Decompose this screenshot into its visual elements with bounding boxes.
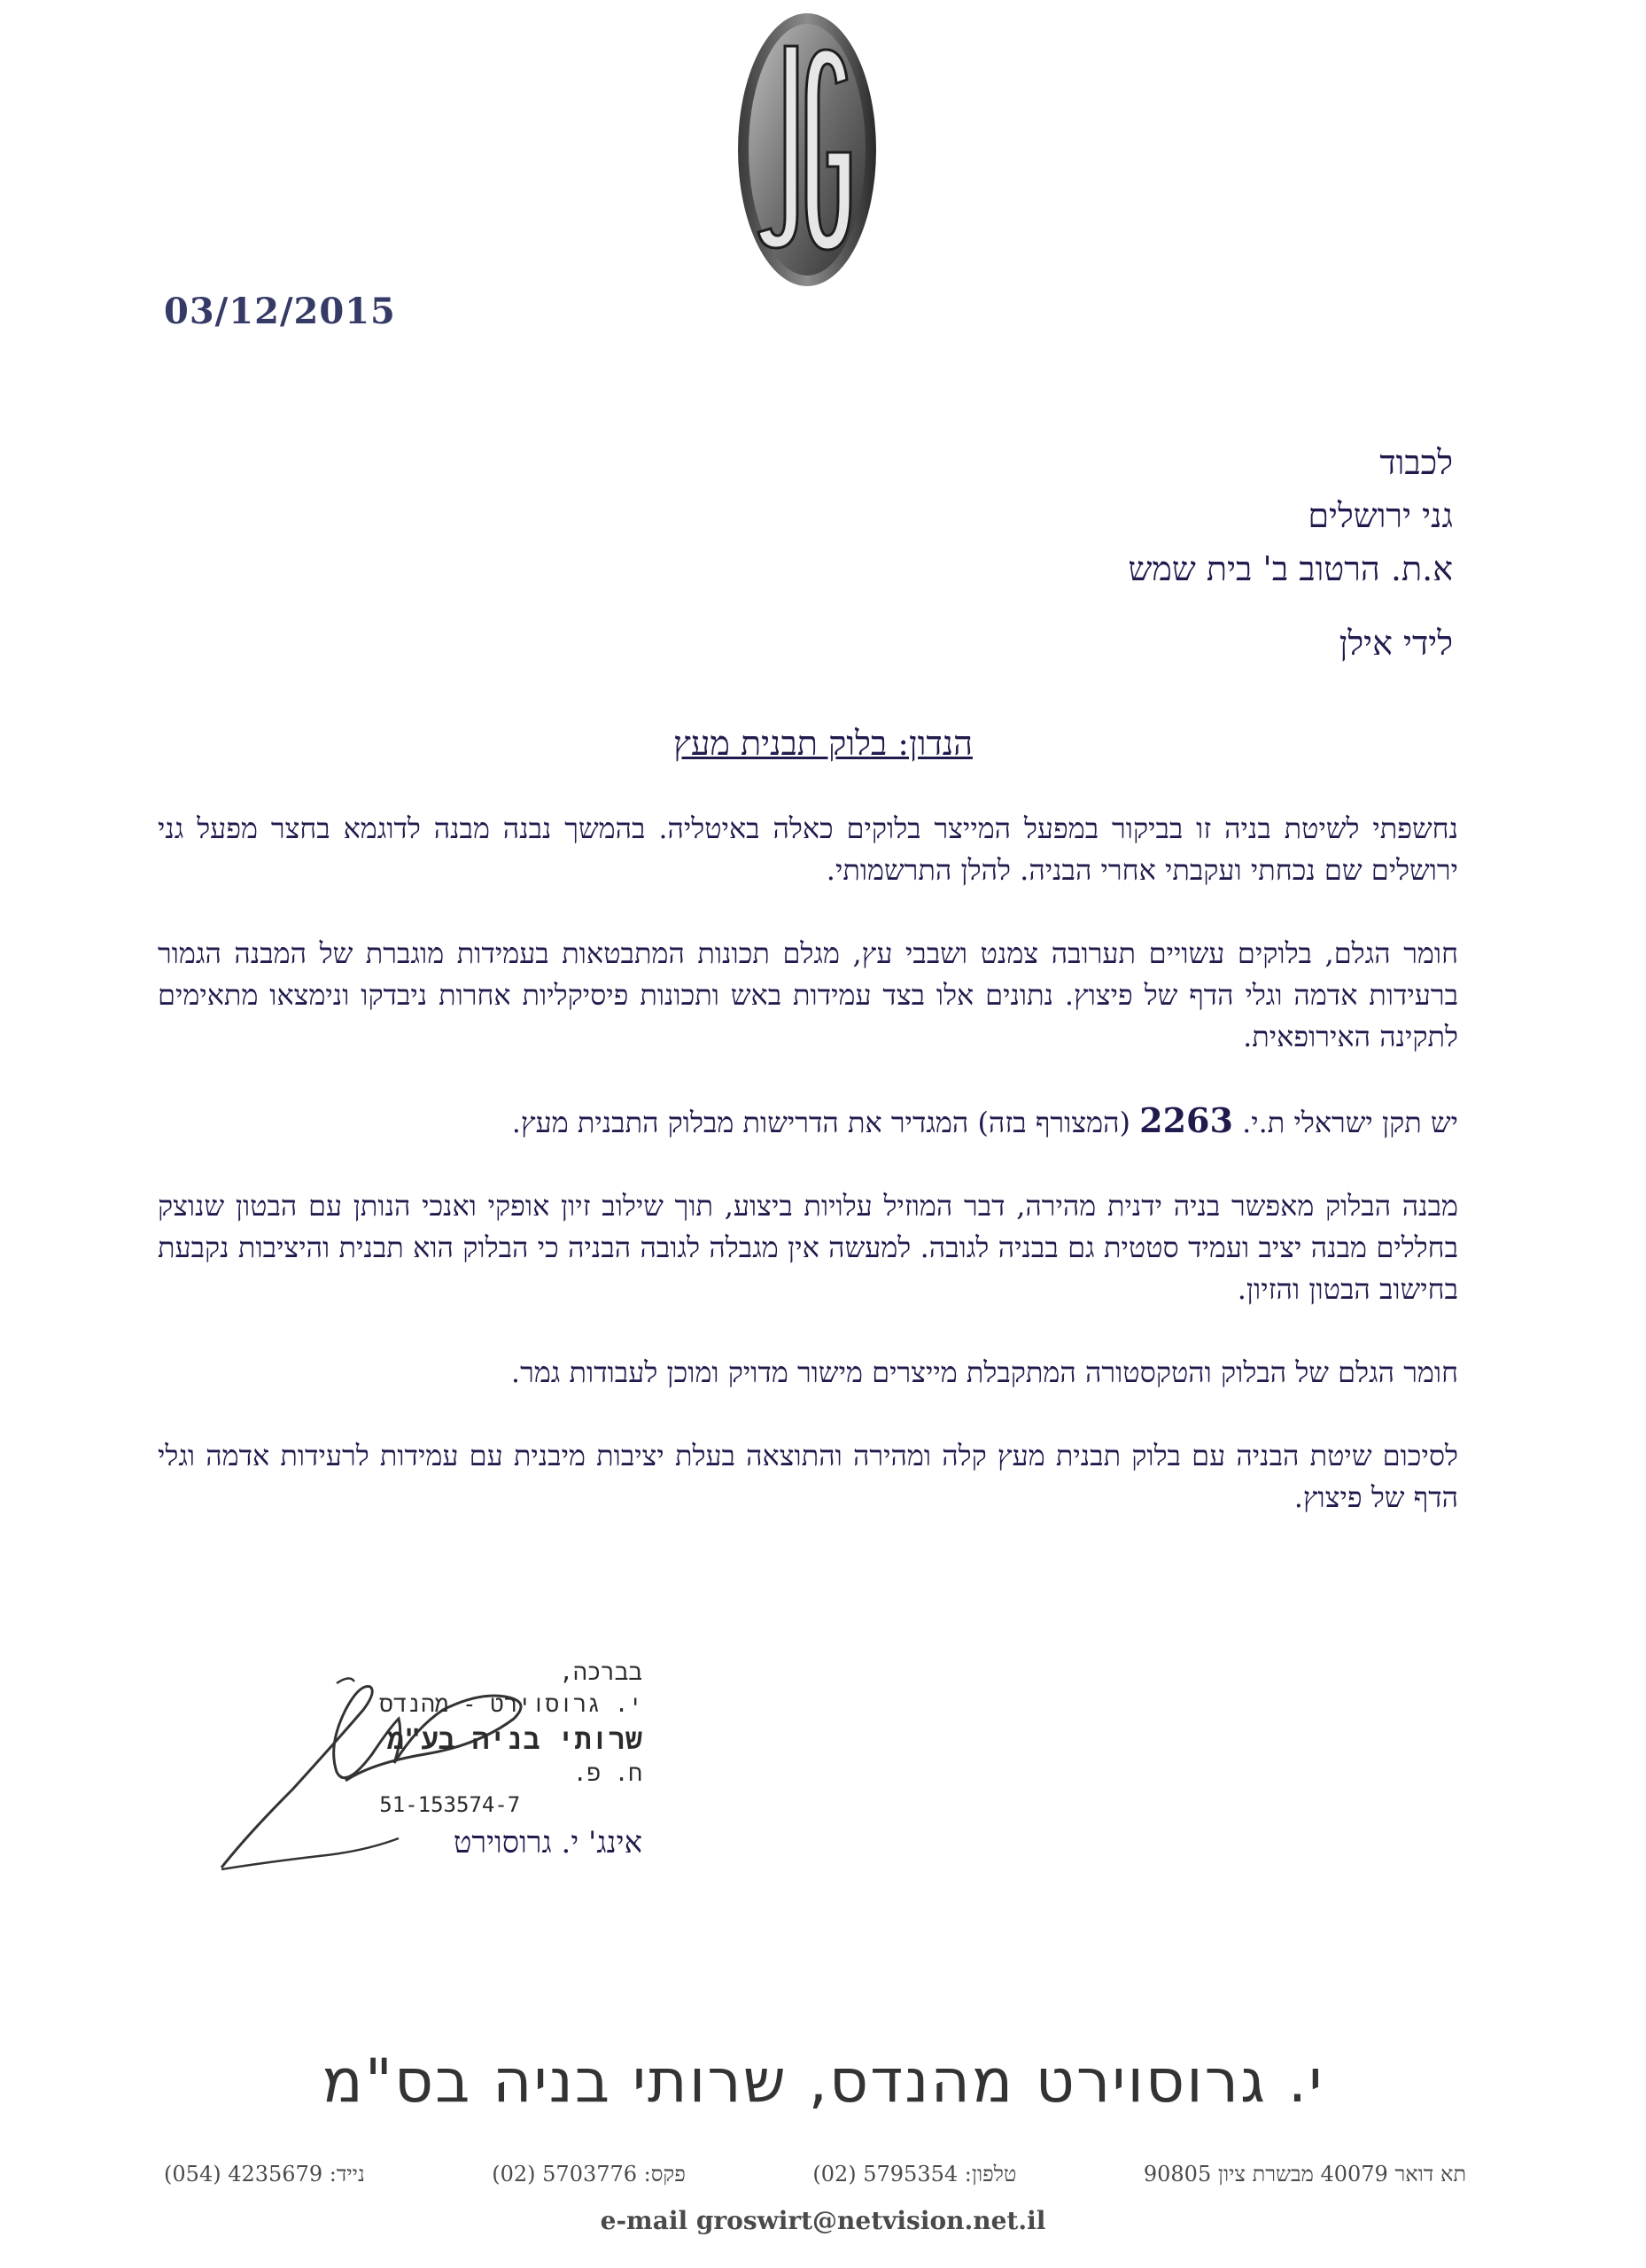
body-paragraph-1: נחשפתי לשיטת בניה זו בביקור במפעל המייצר בלוקים כאלה באיטליה. בהמשך נבנה מבנה לדוגמא בחצר מפעל גני ירושלים שם נכחתי ועקבתי אחרי הבניה. להלן התרשמותי. [158,812,1458,887]
recipient-company: גני ירושלים [1308,496,1453,535]
body-paragraph-4: מבנה הבלוק מאפשר בניה ידנית מהירה, דבר המוזיל עלויות ביצוע, תוך שילוב זיון אופקי ואנכי הנותן עם הבטון שנוצק בחללים מבנה יציב ועמיד סטטית גם בבניה לגובה. למעשה אין מגבלה לגובה הבניה כי הבלוק הוא תבנית והיציבות נקבעת בחישוב הבטון והזיון. [158,1189,1459,1306]
footer-fax: פקס: 5703776 (02) [492,2162,686,2186]
footer-mobile: נייד: 4235679 (054) [164,2162,365,2186]
body-paragraph-5: חומר הגלם של הבלוק והטקסטורה המתקבלת מייצרים מישור מדויק ומוכן לעבודות גמר. [510,1355,1458,1389]
recipient-salutation: לכבוד [1379,443,1453,482]
subject-line: הנדון: בלוק תבנית מעץ [673,724,973,763]
signature-block [213,1657,709,1878]
footer-phone: טלפון: 5795354 (02) [812,2162,1017,2186]
attention-line: לידי אילן [1339,624,1453,663]
recipient-block [1128,436,1453,595]
stamp-hp-number: 51-153574-7 [379,1792,521,1817]
body-paragraph-6: לסיכום שיטת הבניה עם בלוק תבנית מעץ קלה ומהירה והתוצאה בעלת יציבות מיבנית עם עמידות לרעידות אדמה וגלי הדף של פיצוץ. [158,1439,1458,1514]
standard-description: (המצורף בזה) המגדיר את הדרישות מבלוק התבנית מעץ. [511,1106,1130,1139]
letter-date: 03/12/2015 [164,291,396,332]
standard-number: 2263 [1139,1100,1233,1140]
standard-intro: יש תקן ישראלי ת.י. [1242,1106,1458,1139]
recipient-address: א.ת. הרטוב ב' בית שמש [1128,549,1453,588]
company-stamp [379,1657,642,1820]
stamp-company: שרותי בניה בע"מ [386,1722,642,1756]
footer-pobox: תא דואר 40079 מבשרת ציון 90805 [1143,2162,1466,2186]
company-logo [735,11,879,290]
letter-body [158,808,1458,1560]
footer-email: e-mail groswirt@netvision.net.il [600,2206,1046,2235]
stamp-hp-label: ח. פ. [572,1760,642,1787]
closing-text: בברכה, [559,1659,642,1686]
footer-contact-row [164,2162,1466,2187]
body-paragraph-2: חומר הגלם, בלוקים עשויים תערובה צמנט ושבבי עץ, מגלם תכונות המתבטאות בעמידות מוגברת של המבנה הגמור ברעידות אדמה וגלי הדף של פיצוץ. נתונים אלו בצד עמידות באש ותכונות פיסיקליות אחרות ניבדקו ונימצאו מתאימים לתקינה האירופאית. [158,936,1459,1053]
body-paragraph-3 [158,1099,1458,1144]
footer-company-name: י. גרוסוירט מהנדס, שרותי בניה בס"מ [322,2047,1324,2117]
signer-name: אינג' י. גרוסוירט [453,1825,642,1860]
stamp-engineer: י. גרוסוירט - מהנדס [379,1691,642,1718]
